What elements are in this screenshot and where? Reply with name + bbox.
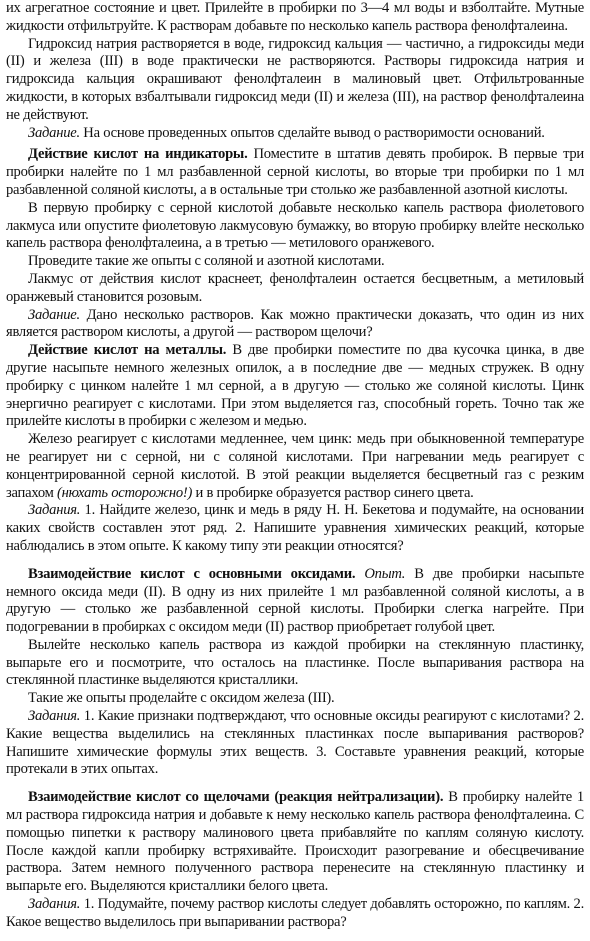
section-paragraph-neutralization [6, 789, 584, 896]
italic-label: (нюхать осторожно!) [56, 484, 193, 501]
paragraph [6, 253, 584, 271]
text-run: На основе проведенных опытов сделайте вывод о растворимости оснований. [79, 124, 545, 141]
text-run: Дано несколько растворов. Как можно практически доказать, что один из них является раствором кислоты, а другой — раствором щелочи? [6, 306, 584, 341]
paragraph [6, 200, 584, 253]
text-run: и в пробирке образуется раствор синего цвета. [192, 484, 474, 501]
text-run: Гидроксид натрия растворяется в воде, гидроксид кальция — частично, а гидроксиды меди (II) и железа (III) в воде практически не растворяются. Растворы гидроксида натрия и гидроксида кальция окрашивают фенолфталеин в малиновый цвет. Отфильтрованные жидкости, в которых взбалтывали гидроксид меди (II) и железа (III), на раствор фенолфталеина не действуют. [6, 35, 584, 123]
section-paragraph-acids-basic-oxides [6, 566, 584, 637]
section-heading: Взаимодействие кислот с основными оксидами. [28, 565, 356, 582]
paragraph [6, 637, 584, 690]
text-run: их агрегатное состояние и цвет. Прилейте в пробирки по 3—4 мл воды и взболтайте. Мутные жидкости отфильтруйте. К растворам добавьте по несколько капель раствора фенолфталеина. [6, 0, 584, 34]
text-run: Такие же опыты проделайте с оксидом железа (III). [28, 690, 335, 707]
text-run: В пробирку налейте 1 мл раствора гидроксида натрия и добавьте к нему несколько капель раствора фенолфталеина. С помощью пипетки к раствору малинового цвета прибавляйте по каплям соляную кислоту. После каждой капли пробирку встряхивайте. Происходит разогревание и обесцвечивание раствора. Затем немного полученного раствора перенесите на стеклянную пластинку и выпарьте его. Выделяются кристаллики белого цвета. [6, 789, 584, 895]
paragraph [6, 431, 584, 502]
text-run: В две пробирки поместите по два кусочка цинка, в две другие насыпьте немного железных опилок, а в последние две — медных стружек. В одну пробирку с цинком налейте 1 мл серной, а в другую — столько же соляной кислоты. Цинк энергично реагирует с кислотами. При этом выделяется газ, способный гореть. Точно так же прилейте кислоты в пробирки с железом и медью. [6, 342, 584, 430]
text-run: 1. Какие признаки подтверждают, что основные оксиды реагируют с кислотами? 2. Какие вещества выделились на стеклянных пластинках после выпаривания растворов? Напишите химические формулы этих веществ. 3. Составьте уравнения реакций, которые протекали в этих опытах. [6, 708, 584, 778]
text-run: В две пробирки насыпьте немного оксида меди (II). В одну из них прилейте 1 мл разбавленной соляной кислоты, а в другую — столько же разбавленной серной кислоты. Пробирки слегка нагрейте. При подогревании в пробирках с оксидом меди (II) раствор приобретает голубой цвет. [6, 565, 584, 636]
paragraph [6, 708, 584, 779]
section-paragraph-acids-metals [6, 342, 584, 431]
text-run: 1. Найдите железо, цинк и медь в ряду Н. Н. Бекетова и подумайте, на основании каких свойств составлен этот ряд. 2. Напишите уравнения химических реакций, которые наблюдались в этом опыте. К какому типу эти реакции относятся? [6, 502, 584, 554]
text-run: Лакмус от действия кислот краснеет, фенолфталеин остается бесцветным, а метиловый оранжевый становится розовым. [6, 270, 584, 305]
text-run: В первую пробирку с серной кислотой добавьте несколько капель раствора фиолетового лакмуса или опустите фиолетовую лакмусовую бумажку, во вторую пробирку влейте несколько капель раствора фенолфталеина, а в третью — метилового оранжевого. [6, 199, 584, 252]
italic-label: Задания. [28, 708, 81, 725]
text-run: 1. Подумайте, почему раствор кислоты следует добавлять осторожно, по каплям. 2. Какое вещество выделилось при выпаривании раствора? [6, 896, 584, 930]
italic-label: Опыт. [364, 565, 406, 582]
text-run: Железо реагирует с кислотами медленнее, чем цинк: медь при обыкновенной температуре не реагирует ни с серной, ни с соляной кислотами. При нагревании медь реагирует с концентрированной серной кислотой. В этой реакции выделяется бесцветный газ с резким запахом [6, 431, 584, 501]
paragraph [6, 690, 584, 708]
text-run: Проведите такие же опыты с соляной и азотной кислотами. [28, 253, 385, 270]
paragraph [6, 307, 584, 343]
paragraph [6, 896, 584, 932]
section-heading: Действие кислот на индикаторы. [28, 146, 248, 163]
section-paragraph-acids-indicators [6, 146, 584, 199]
text-run [355, 566, 364, 582]
paragraph [6, 0, 584, 36]
paragraph [6, 125, 584, 143]
paragraph [6, 271, 584, 307]
paragraph [6, 502, 584, 555]
section-heading: Действие кислот на металлы. [28, 342, 227, 359]
italic-label: Задание. [28, 124, 80, 141]
text-run: Вылейте несколько капель раствора из каждой пробирки на стеклянную пластинку, выпарьте его и посмотрите, что осталось на пластинке. После выпаривания раствора на стеклянной пластинке выделяются кристаллики. [6, 636, 584, 689]
paragraph [6, 36, 584, 125]
section-heading: Взаимодействие кислот со щелочами (реакция нейтрализации). [28, 789, 444, 806]
italic-label: Задания. [28, 896, 81, 913]
italic-label: Задания. [28, 502, 81, 519]
italic-label: Задание. [28, 306, 80, 323]
text-run: Поместите в штатив девять пробирок. В первые три пробирки налейте по 1 мл разбавленной серной кислоты, во вторые три пробирки по 1 мл разбавленной соляной кислоты, а в остальные три столько же разбавленной азотной кислоты. [6, 146, 584, 198]
